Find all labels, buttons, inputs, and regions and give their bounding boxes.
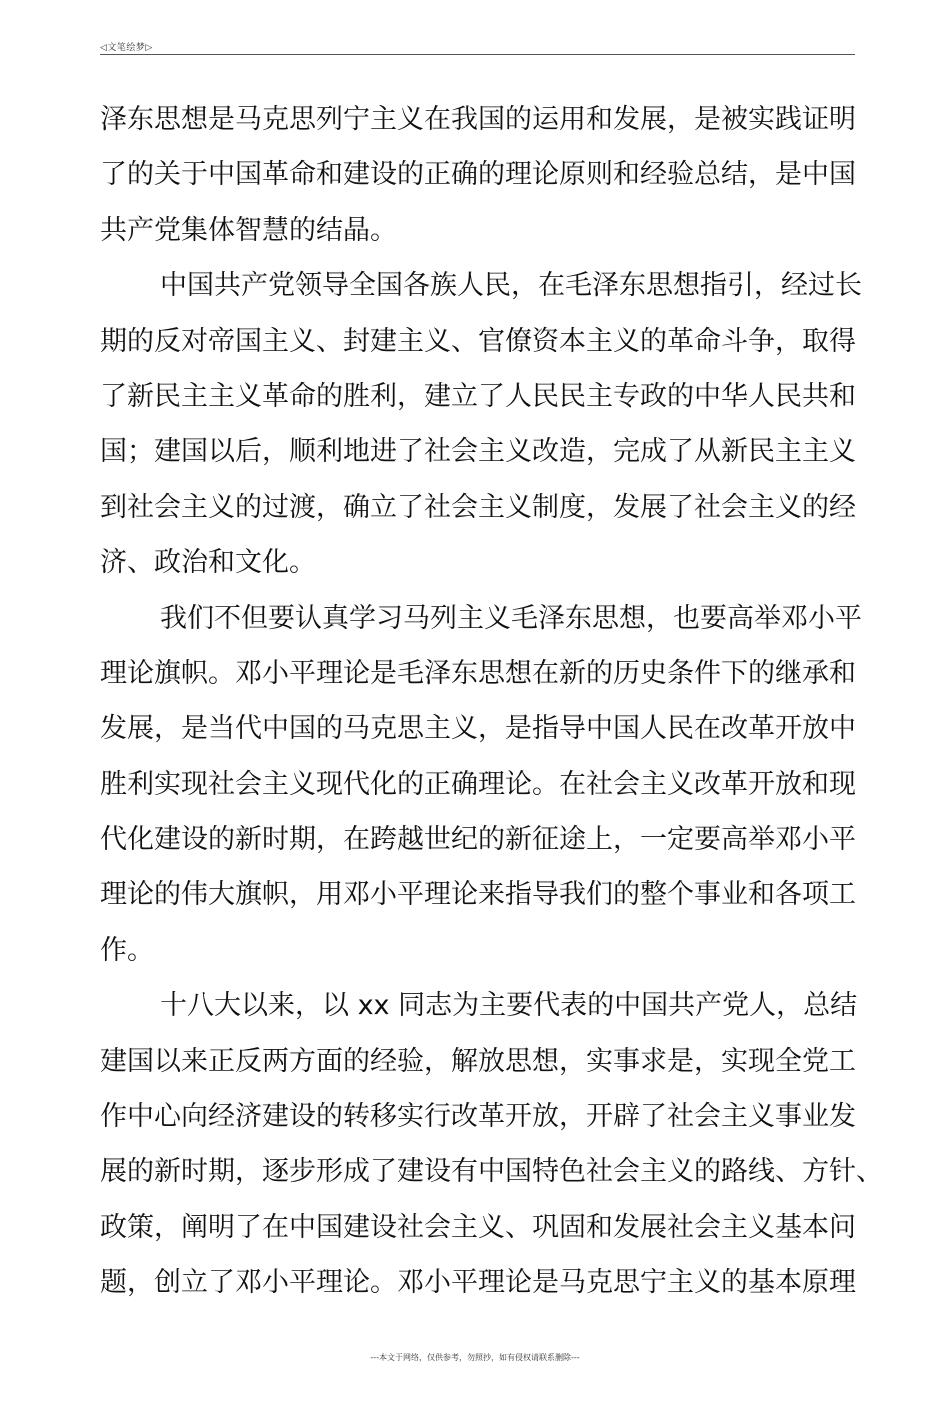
body-line: 到社会主义的过渡，确立了社会主义制度，发展了社会主义的经: [100, 491, 856, 523]
body-line: 建国以来正反两方面的经验，解放思想，实事求是，实现全党工: [100, 1045, 856, 1077]
body-line: 理论的伟大旗帜，用邓小平理论来指导我们的整个事业和各项工: [100, 879, 856, 911]
body-line: 理论旗帜。邓小平理论是毛泽东思想在新的历史条件下的继承和: [100, 657, 856, 689]
body-line: 了的关于中国革命和建设的正确的理论原则和经验总结，是中国: [100, 159, 856, 191]
body-line: 泽东思想是马克思列宁主义在我国的运用和发展，是被实践证明: [100, 104, 856, 135]
body-line: 题，创立了邓小平理论。邓小平理论是马克思宁主义的基本原理: [100, 1267, 856, 1299]
document-body: [100, 92, 883, 1311]
body-line: 政策，阐明了在中国建设社会主义、巩固和发展社会主义基本问: [100, 1211, 856, 1243]
body-line: 展的新时期，逐步形成了建设有中国特色社会主义的路线、方针、: [100, 1156, 883, 1188]
paragraph-start-line: 十八大以来，以 xx 同志为主要代表的中国共产党人，总结: [160, 990, 858, 1022]
paragraph-start-line: 我们不但要认真学习马列主义毛泽东思想，也要高举邓小平: [160, 602, 862, 634]
footer-disclaimer: ---本文于网络，仅供参考，勿照抄，如有侵权请联系删除---: [370, 1353, 580, 1362]
body-line: 了新民主主义革命的胜利，建立了人民民主专政的中华人民共和: [100, 380, 856, 412]
body-line: 作。: [100, 934, 154, 966]
body-line: 发展，是当代中国的马克思主义，是指导中国人民在改革开放中: [100, 713, 856, 745]
body-line: 代化建设的新时期，在跨越世纪的新征途上，一定要高举邓小平: [100, 824, 856, 856]
body-line: 共产党集体智慧的结晶。: [100, 214, 397, 246]
paragraph-start-line: 中国共产党领导全国各族人民，在毛泽东思想指引，经过长: [160, 270, 862, 302]
body-line: 期的反对帝国主义、封建主义、官僚资本主义的革命斗争，取得: [100, 325, 856, 357]
body-line: 国；建国以后，顺利地进了社会主义改造，完成了从新民主主义: [100, 436, 856, 468]
body-line: 济、政治和文化。: [100, 547, 316, 579]
body-line: 胜利实现社会主义现代化的正确理论。在社会主义改革开放和现: [100, 768, 856, 800]
header-rule: [100, 54, 855, 55]
body-line: 作中心向经济建设的转移实行改革开放，开辟了社会主义事业发: [100, 1101, 856, 1133]
header-tag: ◁文笔绘梦▷: [100, 43, 153, 53]
